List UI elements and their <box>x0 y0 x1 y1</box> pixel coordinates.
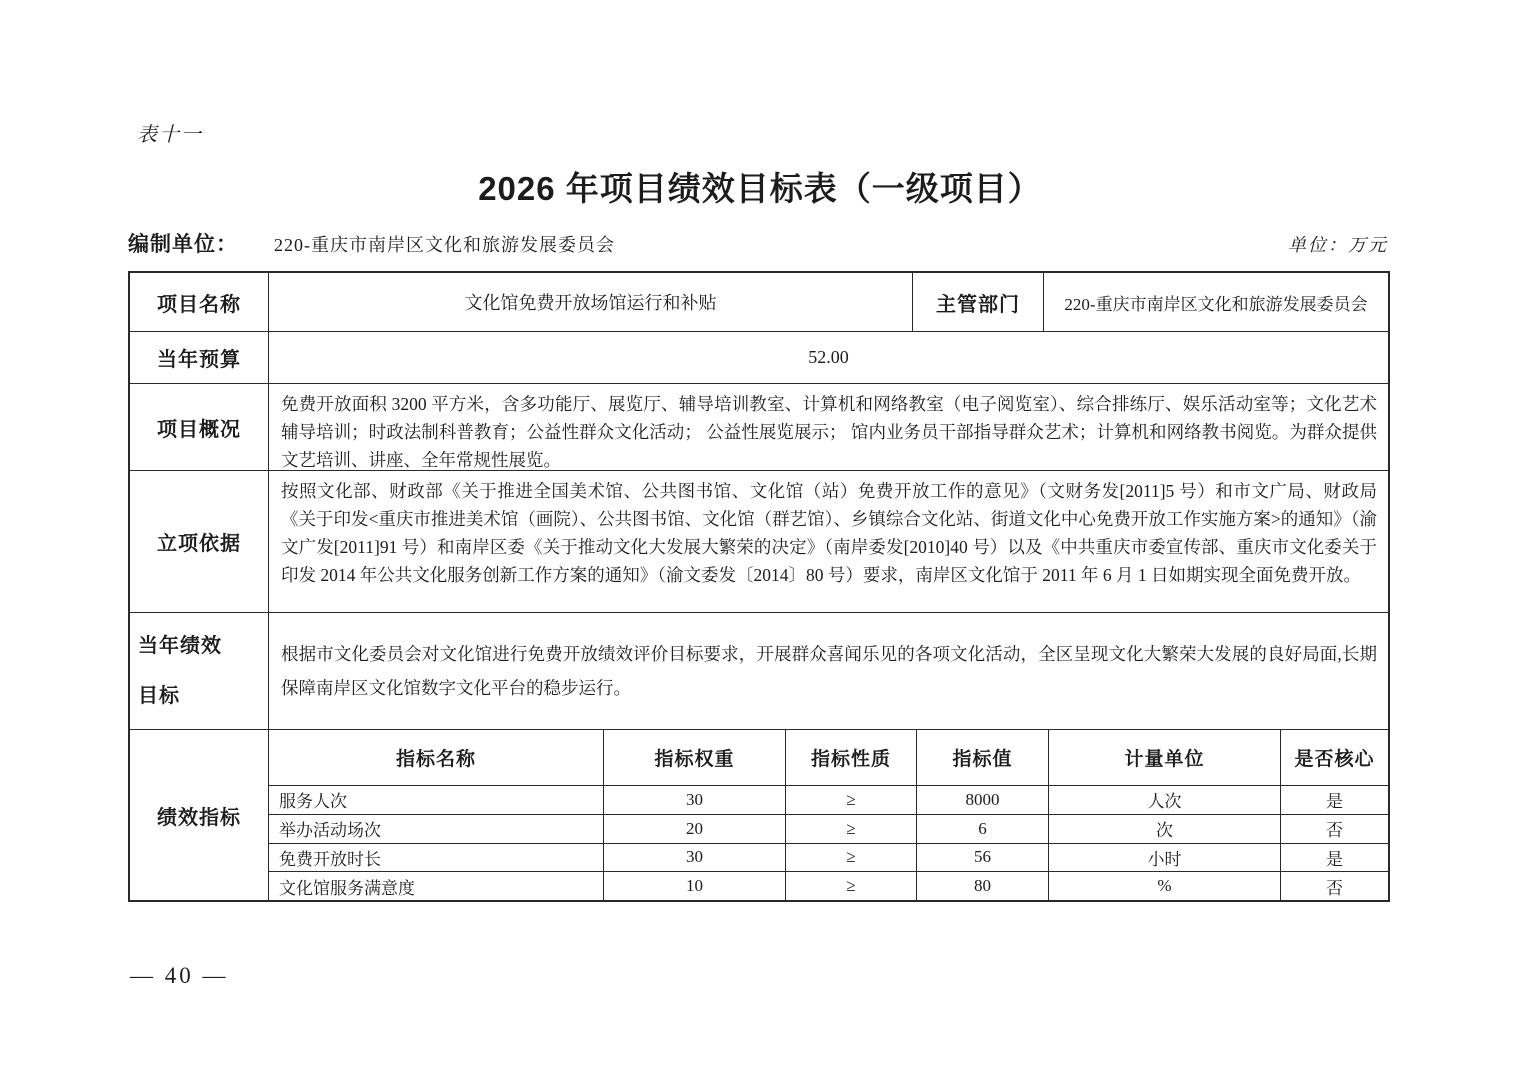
indicator-weight: 10 <box>603 872 785 900</box>
table-row-indicators <box>130 729 1388 900</box>
indicator-core: 是 <box>1280 844 1388 872</box>
performance-target-table <box>128 271 1390 902</box>
header-indicator-unit: 计量单位 <box>1048 730 1280 785</box>
indicator-weight: 30 <box>603 786 785 814</box>
compile-unit-value: 220-重庆市南岸区文化和旅游发展委员会 <box>274 235 615 255</box>
table-number-label: 表十一 <box>137 124 203 146</box>
header-indicator-weight: 指标权重 <box>603 730 785 785</box>
table-row-basis <box>130 470 1388 612</box>
indicators-header-row <box>269 730 1388 785</box>
header-indicator-value: 指标值 <box>916 730 1048 785</box>
indicator-weight: 30 <box>603 844 785 872</box>
indicator-name: 免费开放时长 <box>279 849 381 869</box>
indicator-name: 文化馆服务满意度 <box>279 878 415 898</box>
indicator-value: 80 <box>916 872 1048 900</box>
indicator-nature: ≥ <box>785 872 916 900</box>
indicator-unit: % <box>1048 872 1280 900</box>
table-row-budget <box>130 331 1388 383</box>
indicator-name: 服务人次 <box>279 792 347 812</box>
budget-label: 当年预算 <box>157 349 241 371</box>
table-row-target <box>130 612 1388 729</box>
indicator-core: 否 <box>1280 872 1388 900</box>
basis-text: 按照文化部、财政部《关于推进全国美术馆、公共图书馆、文化馆（站）免费开放工作的意见》（文财务发[2011]5 号）和市文广局、财政局《关于印发<重庆市推进美术馆（画院）、公共图书馆、文化馆（群艺馆）、乡镇综合文化站、街道文化中心免费开放工作实施方案>的通知》（渝文广发[2011]91 号）和南岸区委《关于推动文化大发展大繁荣的决定》（南岸委发[2010]40 号）以及《中共重庆市委宣传部、重庆市文化委关于印发 2014 年公共文化服务创新工作方案的通知》（渝文委发〔2014〕80 号）要求，南岸区文化馆于 2011 年 6 月 1 日如期实现全面免费开放。 <box>268 471 1388 612</box>
table-row-overview <box>130 383 1388 470</box>
project-name-label: 项目名称 <box>157 293 241 316</box>
currency-note: 单位：万元 <box>1288 235 1388 255</box>
indicator-weight: 20 <box>603 815 785 843</box>
table-row-project-name <box>130 273 1388 331</box>
indicators-label: 绩效指标 <box>157 806 241 829</box>
target-text: 根据市文化委员会对文化馆进行免费开放绩效评价目标要求，开展群众喜闻乐见的各项文化活动，全区呈现文化大繁荣大发展的良好局面,长期保障南岸区文化馆数字文化平台的稳步运行。 <box>268 613 1388 729</box>
indicator-nature: ≥ <box>785 844 916 872</box>
overview-label: 项目概况 <box>157 418 241 441</box>
target-label-text: 当年绩效目标 <box>138 635 222 707</box>
basis-label: 立项依据 <box>157 533 241 555</box>
header-indicator-core: 是否核心 <box>1280 730 1388 785</box>
page-number: — 40 — <box>130 963 229 988</box>
indicator-row <box>269 843 1388 872</box>
indicator-core: 是 <box>1280 786 1388 814</box>
indicator-core: 否 <box>1280 815 1388 843</box>
indicator-nature: ≥ <box>785 815 916 843</box>
indicator-row <box>269 871 1388 900</box>
target-label <box>130 613 268 729</box>
budget-value: 52.00 <box>268 332 1388 383</box>
indicator-unit: 小时 <box>1048 844 1280 872</box>
indicator-value: 56 <box>916 844 1048 872</box>
header-indicator-nature: 指标性质 <box>785 730 916 785</box>
indicator-value: 8000 <box>916 786 1048 814</box>
compile-unit <box>128 228 615 258</box>
indicator-row <box>269 785 1388 814</box>
indicator-row <box>269 814 1388 843</box>
meta-row <box>128 228 1390 258</box>
overview-text: 免费开放面积 3200 平方米，含多功能厅、展览厅、辅导培训教室、计算机和网络教室（电子阅览室）、综合排练厅、娱乐活动室等；文化艺术辅导培训；时政法制科普教育；公益性群众文化活动； 公益性展览展示； 馆内业务员干部指导群众艺术；计算机和网络教书阅览。为群众提供文艺培训、讲座、全年常规性展览。 <box>268 384 1388 470</box>
indicator-unit: 人次 <box>1048 786 1280 814</box>
header-indicator-name: 指标名称 <box>395 749 476 770</box>
project-name-value: 文化馆免费开放场馆运行和补贴 <box>268 273 912 331</box>
compile-unit-label: 编制单位： <box>128 233 238 256</box>
page-title: 2026 年项目绩效目标表（一级项目） <box>478 170 1042 207</box>
indicator-name: 举办活动场次 <box>279 821 381 841</box>
indicator-value: 6 <box>916 815 1048 843</box>
dept-value: 220-重庆市南岸区文化和旅游发展委员会 <box>1043 273 1388 331</box>
indicator-nature: ≥ <box>785 786 916 814</box>
indicator-unit: 次 <box>1048 815 1280 843</box>
dept-label: 主管部门 <box>912 273 1043 331</box>
indicators-subtable <box>268 730 1388 900</box>
